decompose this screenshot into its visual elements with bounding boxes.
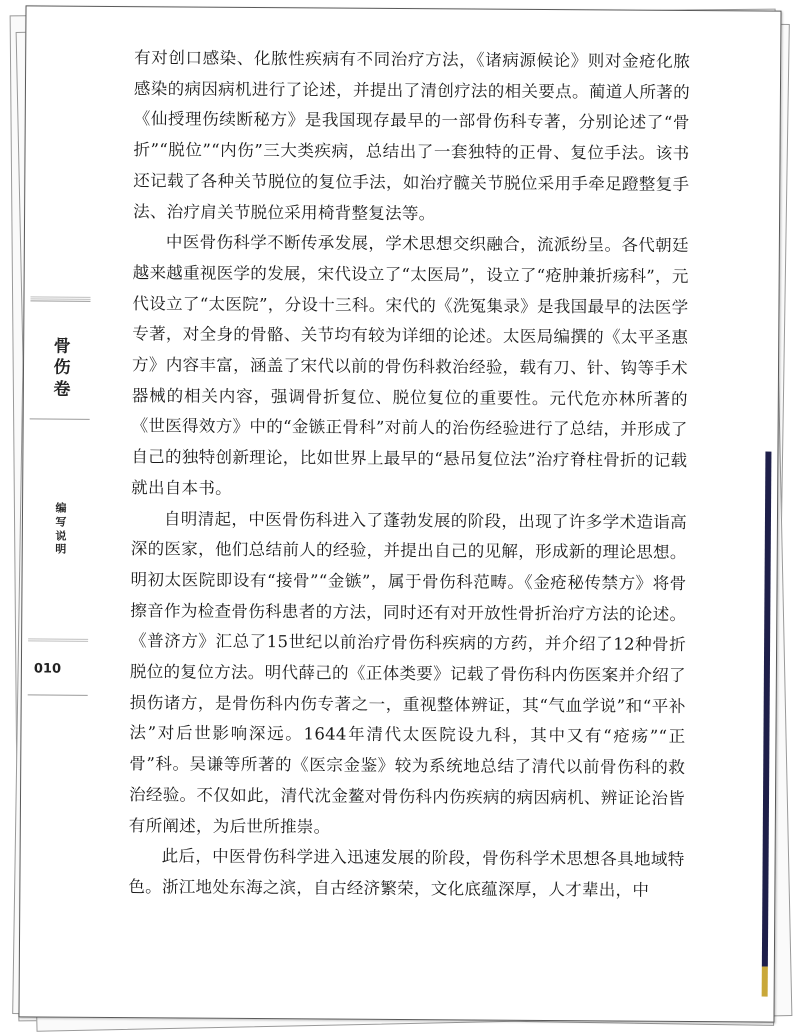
section-title-char: 写 bbox=[55, 515, 67, 529]
section-title bbox=[49, 502, 73, 557]
volume-title bbox=[50, 337, 74, 401]
paragraph: 中医骨伤科学不断传承发展，学术思想交织融合，流派纷呈。各代朝廷越来越重视医学的发展，宋代设立了“太医局”，设立了“疮肿兼折疡科”，元代设立了“太医院”，分设十三科。宋代的《洗冤集录》是我国最早的法医学专著，对全身的骨骼、关节均有较为详细的论述。太医局编撰的《太平圣惠方》内容丰富，涵盖了宋代以前的骨伤科救治经验，载有刀、针、钩等手术器械的相关内容，强调骨折复位、脱位复位的重要性。元代危亦林所著的《世医得效方》中的“金镞正骨科”对前人的治伤经验进行了总结，并形成了自己的独特创新理论，比如世界上最早的“悬吊复位法”治疗脊柱骨折的记载就出自本书。 bbox=[131, 232, 689, 498]
sidebar-divider bbox=[28, 694, 88, 695]
volume-title-char: 伤 bbox=[53, 357, 71, 378]
section-title-char: 明 bbox=[55, 542, 67, 556]
sidebar-divider bbox=[30, 296, 90, 299]
section-title-char: 说 bbox=[55, 529, 67, 543]
page-edge-binding bbox=[762, 452, 772, 967]
body-text bbox=[128, 43, 690, 907]
paragraph: 自明清起，中医骨伤科进入了蓬勃发展的阶段，出现了许多学术造诣高深的医家，他们总结前人的经验，并提出自己的见解，形成新的理论思想。明初太医院即设有“接骨”“金镞”，属于骨伤科范畴。《金疮秘传禁方》将骨擦音作为检查骨伤科患者的方法，同时还有对开放性骨折治疗方法的论述。《普济方》汇总了15世纪以前治疗骨伤科疾病的方药，并介绍了12种骨折脱位的复位方法。明代薛己的《正体类要》记载了骨伤科内伤医案并介绍了损伤诸方，是骨伤科内伤专著之一，重视整体辨证，其“气血学说”和“平补法”对后世影响深远。1644年清代太医院设九科，其中又有“疮疡”“正骨”科。吴谦等所著的《医宗金鉴》较为系统地总结了清代以前骨伤科的救治经验。不仅如此，清代沈金鳌对骨伤科内伤疾病的病因病机、辨证论治皆有所阐述，为后世所推崇。 bbox=[128, 508, 688, 837]
running-sidebar bbox=[26, 296, 99, 696]
volume-title-char: 卷 bbox=[53, 379, 71, 400]
sidebar-divider bbox=[30, 418, 90, 419]
sidebar-divider bbox=[30, 300, 90, 301]
sidebar-divider bbox=[28, 638, 88, 641]
book-page bbox=[18, 5, 781, 1022]
paragraph: 此后，中医骨伤科学进入迅速发展的阶段，骨伤科学术思想各具地域特色。浙江地处东海之滨，自古经济繁荣，文化底蕴深厚，人才辈出，中 bbox=[128, 846, 685, 900]
paragraph: 有对创口感染、化脓性疾病有不同治疗方法，《诸病源候论》则对金疮化脓感染的病因病机进行了论述，并提出了清创疗法的相关要点。蔺道人所著的《仙授理伤续断秘方》是我国现存最早的一部骨伤科专著，分别论述了“骨折”“脱位”“内伤”三大类疾病，总结出了一套独特的正骨、复位手法。该书还记载了各种关节脱位的复位手法，如治疗髋关节脱位采用手牵足蹬整复手法、治疗肩关节脱位采用椅背整复法等。 bbox=[133, 48, 691, 223]
page-number: 010 bbox=[33, 661, 62, 677]
section-title-char: 编 bbox=[55, 501, 67, 515]
volume-title-char: 骨 bbox=[53, 336, 71, 357]
